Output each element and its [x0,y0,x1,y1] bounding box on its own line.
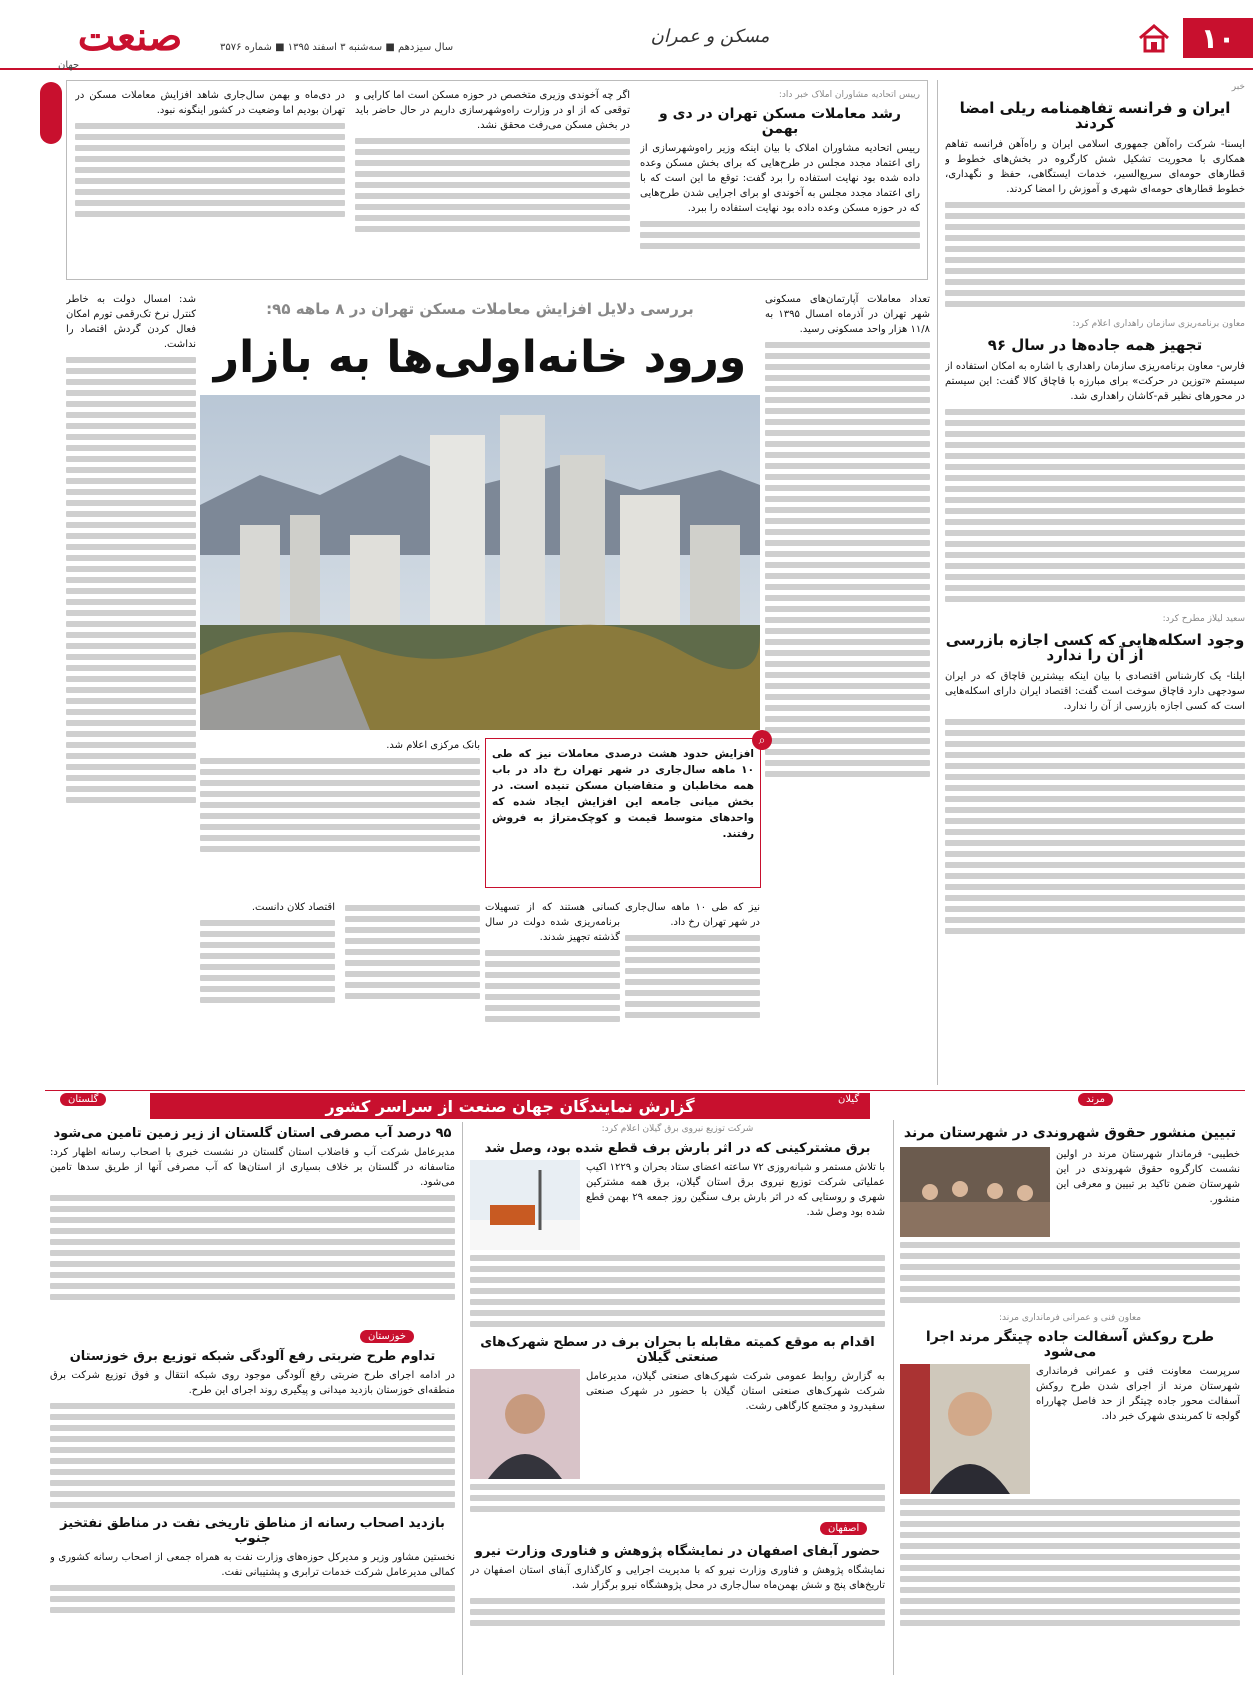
article-body: ایسنا- شرکت راه‌آهن جمهوری اسلامی ایران و راه‌آهن فرانسه تفاهم همکاری با محوریت تشکیل شش کارگروه در بخش‌های خطوط و قطارهای حومه‌ای سریع‌السیر، خدمات ایستگاهی، حفظ و نگهداری، خطوط قطارهای حومه‌ای شهری و آموزش را امضا کردند. [945,139,1245,195]
lead-text: افزایش حدود هشت درصدی معاملات نیز که طی ۱۰ ماهه سال‌جاری در شهر تهران رخ داد در باب همه مخاطبان و متقاضیان مسکن تنیده است. در بخش میانی جامعه این افزایش ایجاد شده که واحدهای متوسط قیمت و کوچک‌متراژ به فروش رفتند. [492,748,754,840]
article-kicker: معاون فنی و عمرانی فرمانداری مرند: [998,1313,1142,1323]
main-bottom-col-e [485,900,620,1050]
article-body: بانک مرکزی اعلام شد. [386,740,480,751]
right-column [945,80,1245,1085]
article-title: حضور آبفای اصفهان در نمایشگاه پژوهش و فناوری وزارت نیرو [474,1544,881,1559]
article-body: رییس اتحادیه مشاوران املاک با بیان اینکه وزیر راه‌وشهرسازی از رای اعتماد مجدد مجلس در طرح‌هایی که برای بخش مسکن وعده داده شده بود نهایت استفاده را برد گفت: توقع ما این است که با رای اعتماد مجدد مجلس به آخوندی او برای اجرایی شدن طرح‌هایی که در حوزه مسکن وعده داده بود نهایت استفاده را ببرد. [640,143,920,214]
tehran-skyline-photo [200,395,760,730]
regional-report-banner: گزارش نمایندگان جهان صنعت از سراسر کشور [150,1093,870,1119]
article-title: تداوم طرح ضربتی رفع آلودگی شبکه توزیع برق خوزستان [69,1349,436,1364]
article-body: سرپرست معاونت فنی و عمرانی فرمانداری شهرستان مرند از اجرای شدن طرح روکش آسفالت محور جاده چیتگر از حد فاصل چهارراه گولجه تا کمربندی شهرک خبر داد. [1036,1366,1240,1422]
article-kicker: رییس اتحادیه مشاوران املاک خبر داد: [778,90,920,100]
article-title: وجود اسکله‌هایی که کسی اجازه بازرسی از آن را ندارد [945,631,1245,664]
main-right-col [765,292,930,1047]
article-body: فارس- معاون برنامه‌ریزی سازمان راهداری با اشاره به امکان استفاده از سیستم «توزین در حرکت» برای مبارزه با قاچاق کالا گفت: این سیستم در محورهای نظیر قم-کاشان راهداری شد. [945,361,1245,402]
manager-portrait-photo [470,1369,580,1479]
article-title: تجهیز همه جاده‌ها در سال ۹۶ [987,336,1203,354]
news-tag: خبر [1231,82,1245,92]
article-title: بازدید اصحاب رسانه از مناطق تاریخی نفت در مناطق نفتخیز جنوب [60,1516,445,1546]
top-box-col3 [75,88,345,276]
article-body: در ادامه اجرای طرح ضربتی رفع آلودگی موجود روی شبکه انتقال و فوق توزیع شرکت برق منطقه‌ای خوزستان بازدید میدانی و پیگیری روند اجرای این طرح. [50,1370,455,1396]
gilan-column [470,1122,885,1517]
article-title: تبیین منشور حقوق شهروندی در شهرستان مرند [903,1125,1237,1141]
main-bottom-col-d [625,900,760,1050]
meeting-photo [900,1147,1050,1237]
article-body: تعداد معاملات آپارتمان‌های مسکونی شهر تهران در آذرماه امسال ۱۳۹۵ به ۱۱/۸ هزار واحد مسکونی رسید. [765,294,930,335]
article-body: شد: امسال دولت به خاطر کنترل نرخ تک‌رقمی تورم امکان فعال کردن گردش اقتصاد را نداشت. [66,294,196,350]
marand-column [900,1120,1240,1675]
article-body: اگر چه آخوندی وزیری متخصص در حوزه مسکن است اما کارایی و توقعی که از او در وزارت راه‌وشهرسازی داریم در حال حاضر باید در بخش مسکن می‌رفت محقق نشد. [355,90,630,131]
main-bottom-col-b [200,900,335,1050]
article-body: اقتصاد کلان دانست. [251,902,335,913]
page-number: ۱۰ [1183,18,1253,58]
article-body: نمایشگاه پژوهش و فناوری وزارت نیرو که با مدیریت اجرایی و کارگذاری آبفای استان اصفهان در تاریخ‌های پنج و شش بهمن‌ماه سال‌جاری در محل پژوهشگاه نیرو برگزار شد. [470,1565,885,1591]
article-title: اقدام به موقع کمیته مقابله با بحران برف در سطح شهرک‌های صنعتی گیلان [480,1335,875,1365]
article-body: خطیبی- فرماندار شهرستان مرند در اولین نشست کارگروه حقوق شهروندی در این شهرستان ضمن تاکید بر تبیین و معرفی این منشور. [1056,1149,1240,1205]
article-title: برق مشترکینی که در اثر بارش برف قطع شده بود، وصل شد [484,1141,871,1156]
article-body: با تلاش مستمر و شبانه‌روزی ۷۲ ساعته اعضای ستاد بحران و ۱۲۲۹ اکیپ عملیاتی شرکت توزیع نیروی برق استان گیلان، برق همه مشترکین شهری و روستایی که در اثر بارش برف سنگین روز جمعه ۲۹ بهمن قطع شده بود وصل شد. [586,1162,885,1218]
magnifier-icon: ⌕ [752,730,772,750]
house-icon [1137,22,1171,54]
article-body: در دی‌ماه و بهمن سال‌جاری شاهد افزایش معاملات مسکن در تهران بودیم اما وضعیت در کشور اینگونه نبود. [75,90,345,116]
top-box-col2 [355,88,630,276]
side-tab [40,82,62,144]
article-kicker: سعید لیلاز مطرح کرد: [1162,614,1245,624]
main-bottom-col-a [200,738,480,898]
top-box-col1 [640,88,920,276]
main-bottom-col-c [345,900,480,1050]
section-title: مسکن و عمران [650,26,770,47]
logo-subtitle: جهان [58,60,80,71]
main-headline: ورود خانه‌اولی‌ها به بازار [213,332,747,383]
article-kicker: معاون برنامه‌ریزی سازمان راهداری اعلام کرد: [1072,319,1245,329]
chip-khuzestan: خوزستان [360,1330,414,1343]
official-portrait-photo [900,1364,1030,1494]
chip-isfahan: اصفهان [820,1522,867,1535]
article-body: به گزارش روابط عمومی شرکت شهرک‌های صنعتی گیلان، مدیرعامل شرکت شهرک‌های صنعتی استان گیلان با حضور در شهرک صنعتی سفیدرود و مجتمع کارگاهی رشت. [586,1371,885,1412]
article-title: ایران و فرانسه تفاهمنامه ریلی امضا کردند [959,99,1231,132]
article-body: مدیرعامل شرکت آب و فاضلاب استان گلستان در نشست خبری با اصحاب رسانه اظهار کرد: متاسفانه در گلستان بر خلاف بسیاری از استان‌ها که آب مصرفی آنها از طریق سدها تامین می‌شود. [50,1147,455,1188]
chip-gilan: گیلان [830,1093,867,1106]
article-body: ایلنا- یک کارشناس اقتصادی با بیان اینکه بیشترین قاچاق که در ایران سودجهی دارد قاچاق سوخت است گفت: اقتصاد ایران دارای اسکله‌هایی است که کسی اجازه بازرسی از آن را ندارد. [945,671,1245,712]
page-header [0,0,1253,70]
khuzestan-column [50,1345,455,1675]
article-body: نیز که طی ۱۰ ماهه سال‌جاری در شهر تهران رخ داد. [625,902,760,928]
article-body: کسانی هستند که از تسهیلات برنامه‌ریزی شده دولت در سال گذشته تجهیز شدند. [485,902,620,943]
article-title: طرح روکش آسفالت جاده چیتگر مرند اجرا می‌شود [925,1329,1215,1360]
snow-repair-photo [470,1160,580,1250]
article-kicker: شرکت توزیع نیروی برق گیلان اعلام کرد: [601,1124,754,1134]
main-kicker: بررسی دلایل افزایش معاملات مسکن تهران در ۸ ماهه ۹۵: [266,300,694,318]
newspaper-logo: صنعت [77,13,183,60]
isfahan-column [470,1540,885,1675]
article-title: ۹۵ درصد آب مصرفی استان گلستان از زیر زمین تامین می‌شود [53,1126,452,1141]
article-body: نخستین مشاور وزیر و مدیرکل حوزه‌های وزارت نفت به همراه جمعی از اصحاب رسانه کشوری و کمالی مدیرعامل شرکت خدمات ترابری و پشتیبانی نفت. [50,1552,455,1578]
golestan-column [50,1122,455,1327]
chip-marand: مرند [1078,1093,1113,1106]
issue-meta: سال سیزدهم ■ سه‌شنبه ۳ اسفند ۱۳۹۵ ■ شماره ۳۵۷۶ [220,42,454,53]
chip-golestan: گلستان [60,1093,106,1106]
main-left-col [66,292,196,1047]
article-title: رشد معاملات مسکن تهران در دی و بهمن [659,106,901,137]
